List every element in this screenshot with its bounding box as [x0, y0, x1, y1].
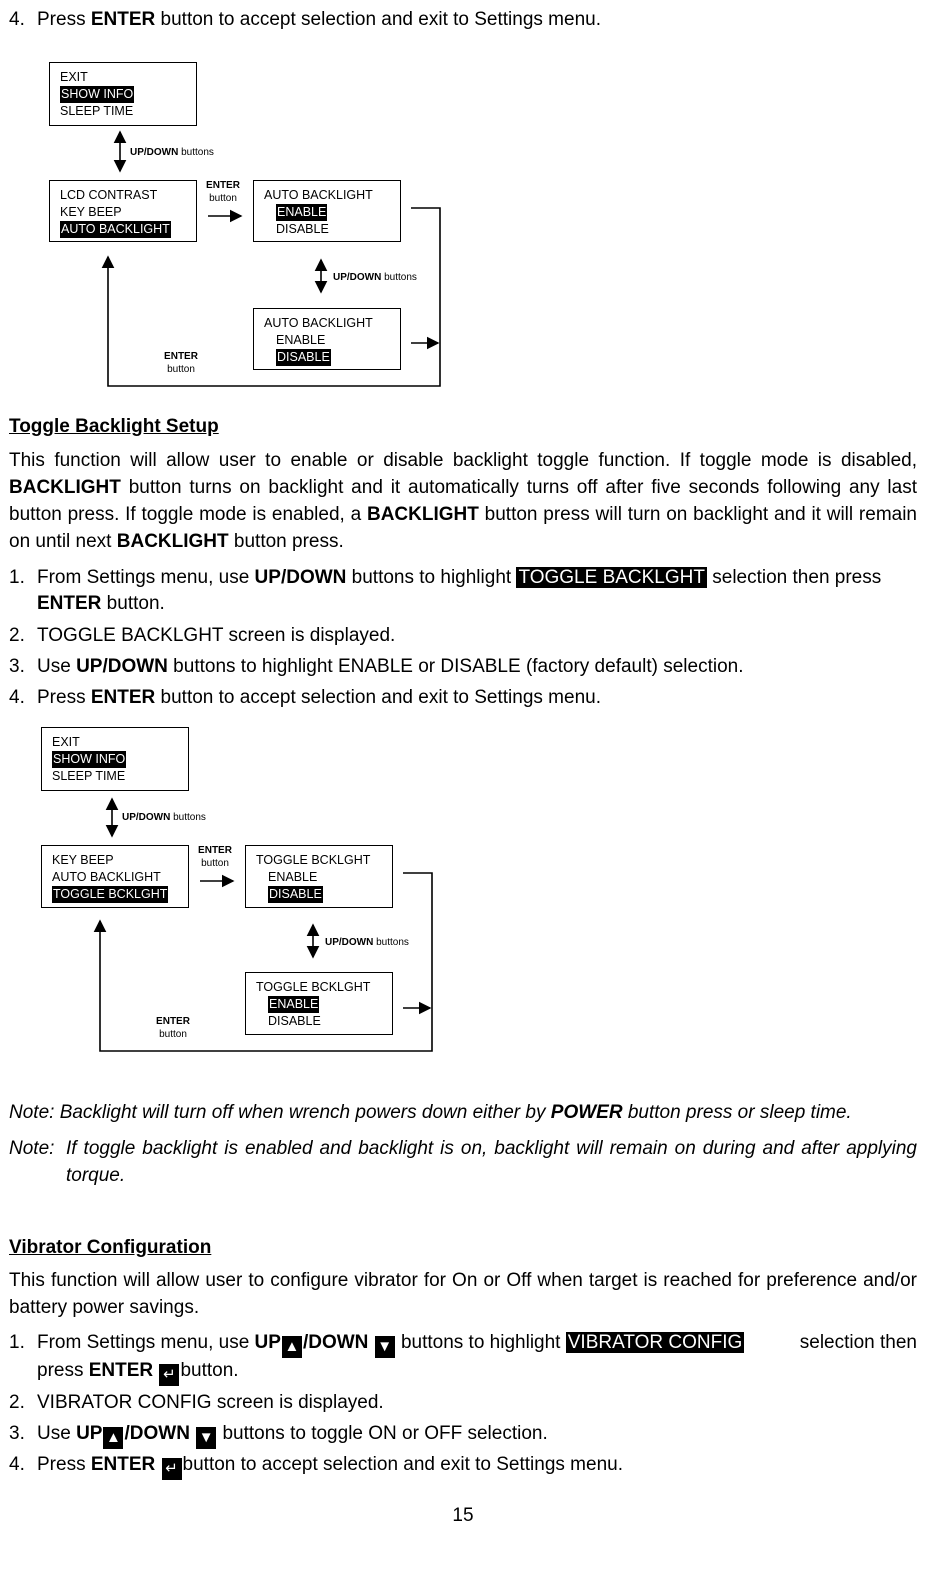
step-item: 3. Use UP ▲ /DOWN ▼ buttons to toggle ON or OFF selection.: [9, 1422, 548, 1449]
enter-label: ENTER button: [164, 351, 198, 375]
up-arrow-icon: ▲: [103, 1427, 123, 1449]
down-arrow-icon: ▼: [375, 1336, 395, 1358]
step-item: 4. Press ENTER ↵ button to accept selection and exit to Settings menu.: [9, 1453, 623, 1480]
updown-label: UP/DOWN buttons: [325, 937, 409, 948]
section-intro: This function will allow user to configure vibrator for On or Off when target is reached for preference and/or battery power savings.: [9, 1270, 917, 1318]
step-item-continuation: ENTER button.: [37, 593, 165, 614]
option-screen-box-disable: TOGGLE BCKLGHT ENABLE DISABLE: [245, 845, 393, 908]
note: Note: If toggle backlight is enabled and backlight is on, backlight will remain on during and after applying torque.: [9, 1138, 917, 1186]
note: Note: Backlight will turn off when wrench powers down either by POWER button press or sleep time.: [9, 1102, 852, 1123]
step-item: 2. VIBRATOR CONFIG screen is displayed.: [9, 1392, 384, 1413]
step-item-continuation: press ENTER ↵ button.: [37, 1359, 239, 1386]
step-item: 1. From Settings menu, use UP/DOWN buttons to highlight TOGGLE BACKLGHT selection then press: [9, 567, 882, 588]
option-screen-box-enable: AUTO BACKLIGHT ENABLE DISABLE: [253, 180, 401, 242]
enter-return-icon: ↵: [159, 1364, 179, 1386]
menu-screen-box: EXIT SHOW INFO SLEEP TIME: [49, 62, 197, 126]
settings-screen-box: KEY BEEP AUTO BACKLIGHT TOGGLE BCKLGHT: [41, 845, 189, 908]
highlighted-menu-item: TOGGLE BACKLGHT: [518, 567, 705, 588]
up-arrow-icon: ▲: [282, 1336, 302, 1358]
step-item: 4. Press ENTER button to accept selection and exit to Settings menu.: [9, 687, 601, 708]
enter-return-icon: ↵: [162, 1458, 182, 1480]
down-arrow-icon: ▼: [196, 1427, 216, 1449]
option-screen-box-disable: AUTO BACKLIGHT ENABLE DISABLE: [253, 308, 401, 370]
highlighted-menu-item: VIBRATOR CONFIG: [567, 1332, 743, 1353]
section-heading: Toggle Backlight Setup: [9, 416, 219, 437]
enter-label: ENTER button: [206, 180, 240, 204]
step-item: 4. Press ENTER button to accept selection and exit to Settings menu.: [9, 9, 601, 30]
menu-screen-box: EXIT SHOW INFO SLEEP TIME: [41, 727, 189, 791]
page-number: 15: [452, 1505, 474, 1526]
enter-label: ENTER button: [156, 1016, 190, 1040]
updown-label: UP/DOWN buttons: [130, 147, 214, 158]
step-item: 1. From Settings menu, use UP ▲ /DOWN ▼ buttons to highlight VIBRATOR CONFIG selection then: [9, 1331, 917, 1358]
enter-label: ENTER button: [198, 845, 232, 869]
settings-screen-box: LCD CONTRAST KEY BEEP AUTO BACKLIGHT: [49, 180, 197, 242]
option-screen-box-enable: TOGGLE BCKLGHT ENABLE DISABLE: [245, 972, 393, 1035]
updown-label: UP/DOWN buttons: [333, 272, 417, 283]
updown-label: UP/DOWN buttons: [122, 812, 206, 823]
section-intro: This function will allow user to enable or disable backlight toggle function. If toggle mode is disabled, BACKLIGHT button turns on backlight and it automatically turns off after five seconds following any last button press. If toggle mode is enabled, a BACKLIGHT button press will turn on backlight and it will remain on until next BACKLIGHT button press.: [9, 450, 917, 552]
step-item: 2. TOGGLE BACKLGHT screen is displayed.: [9, 625, 396, 646]
step-item: 3. Use UP/DOWN buttons to highlight ENABLE or DISABLE (factory default) selection.: [9, 656, 744, 677]
section-heading: Vibrator Configuration: [9, 1237, 212, 1258]
